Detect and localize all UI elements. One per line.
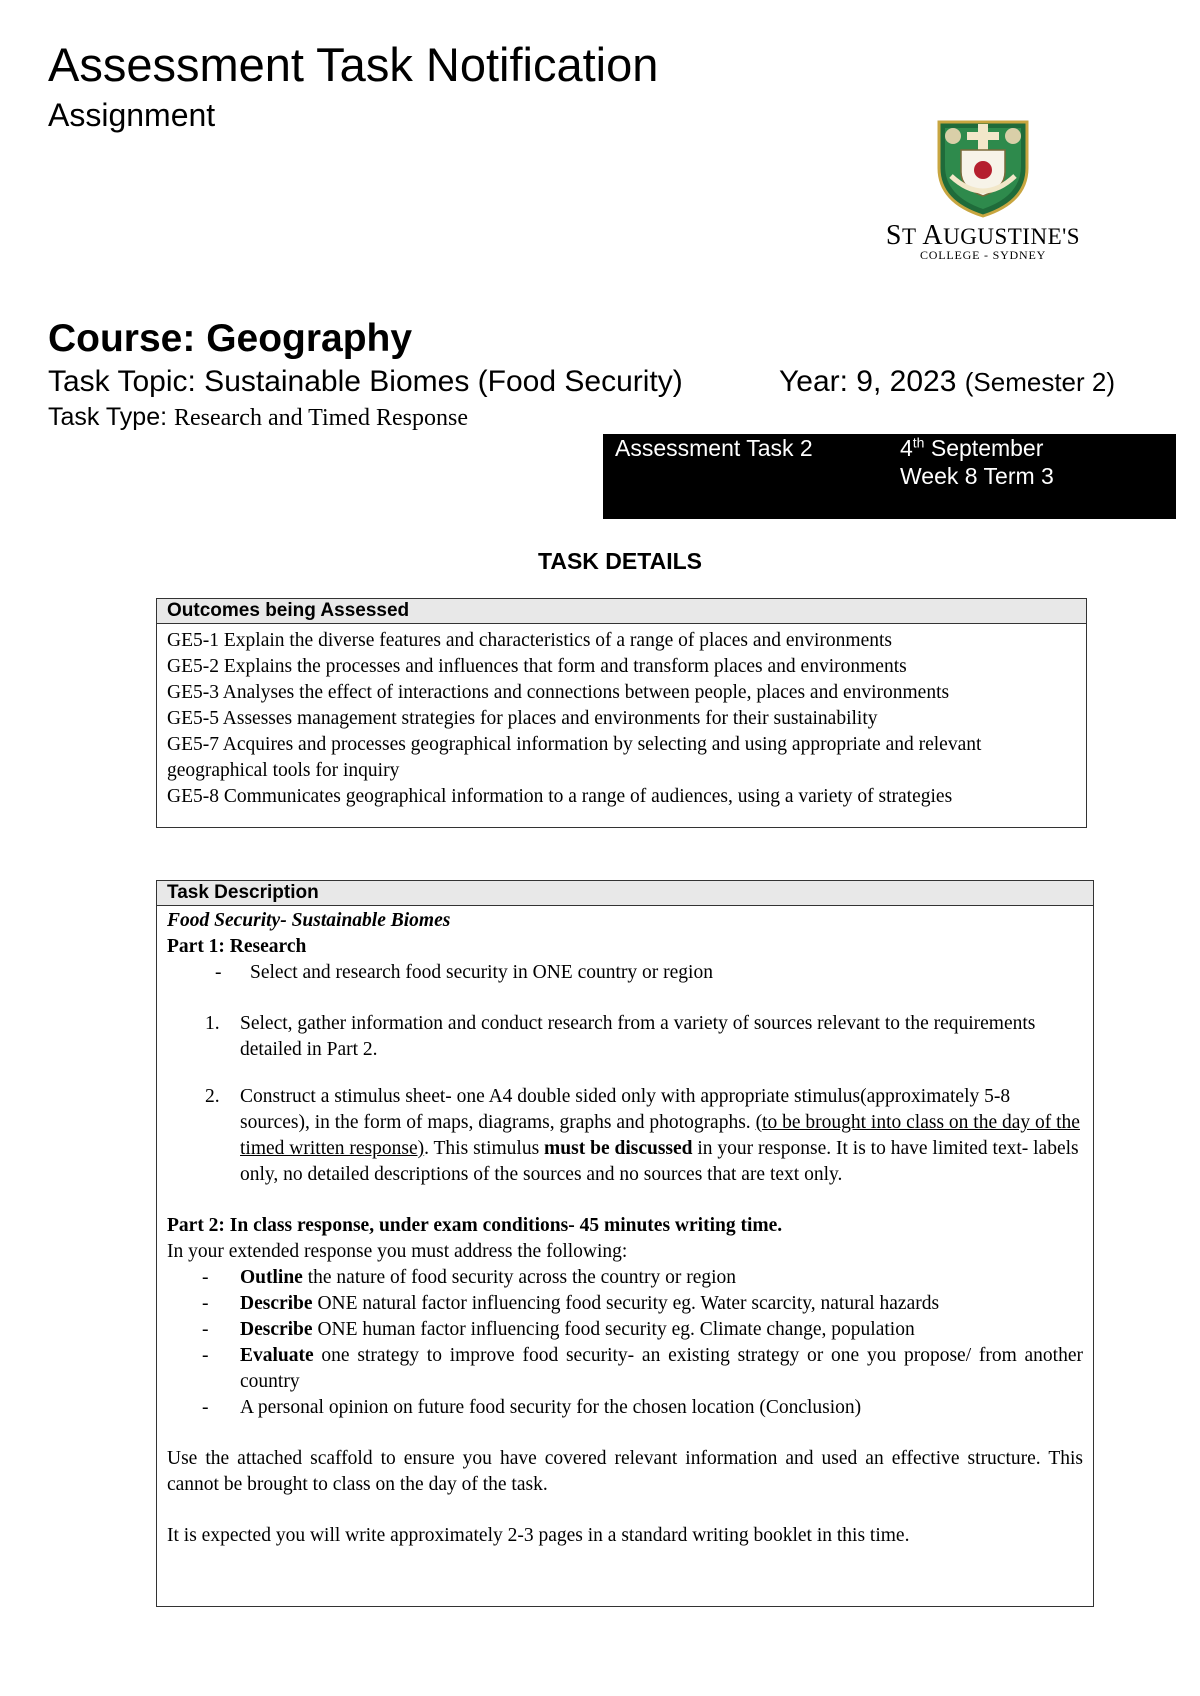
list-item: - Describe ONE natural factor influencing food security eg. Water scarcity, natural hazards bbox=[167, 1291, 1083, 1317]
outcome-item: GE5-1 Explain the diverse features and characteristics of a range of places and environments bbox=[167, 630, 892, 651]
course-title: Course: Geography bbox=[48, 317, 413, 360]
part2-requirements bbox=[167, 1265, 1083, 1421]
scaffold-note: Use the attached scaffold to ensure you have covered relevant information and used an effective structure. This cannot be brought to class on the day of the task. bbox=[167, 1448, 1083, 1495]
part1-heading: Part 1: Research bbox=[167, 936, 307, 957]
list-item: - Select and research food security in ONE country or region bbox=[167, 960, 1083, 986]
college-location: COLLEGE - SYDNEY bbox=[919, 248, 1047, 262]
assessment-task-number: Assessment Task 2 bbox=[615, 435, 813, 461]
semester: (Semester 2) bbox=[964, 367, 1115, 397]
task-type-value: Research and Timed Response bbox=[174, 405, 468, 431]
list-item: 1. Select, gather information and conduct research from a variety of sources relevant to the requirements detailed in Part 2. bbox=[205, 1013, 1036, 1060]
task-subtitle: Food Security- Sustainable Biomes bbox=[167, 910, 451, 931]
outcome-item: GE5-3 Analyses the effect of interactions and connections between people, places and environments bbox=[167, 682, 950, 703]
due-week: Week 8 Term 3 bbox=[900, 463, 1054, 489]
outcome-item: GE5-7 Acquires and processes geographical information by selecting and using appropriate and relevant geographical tools for inquiry bbox=[167, 734, 982, 781]
document-title: Assessment Task Notification bbox=[48, 38, 659, 91]
due-date: 4th September bbox=[900, 434, 1044, 461]
year: Year: 9, 2023 bbox=[779, 365, 957, 398]
document-subtitle: Assignment bbox=[48, 97, 216, 133]
part2-heading: Part 2: In class response, under exam conditions- 45 minutes writing time. bbox=[167, 1215, 783, 1236]
list-item: - Evaluate one strategy to improve food security- an existing strategy or one you propose/ from another country bbox=[167, 1343, 1083, 1395]
outcome-item: GE5-5 Assesses management strategies for places and environments for their sustainability bbox=[167, 708, 878, 729]
task-topic: Task Topic: Sustainable Biomes (Food Security) bbox=[48, 365, 683, 398]
task-description-body bbox=[157, 906, 1093, 1549]
list-item: - A personal opinion on future food security for the chosen location (Conclusion) bbox=[167, 1395, 1083, 1421]
part2-intro: In your extended response you must address the following: bbox=[167, 1241, 628, 1262]
task-description-table bbox=[156, 880, 1094, 1607]
due-date-box bbox=[603, 434, 1176, 519]
college-name: ST AUGUSTINE'S bbox=[885, 220, 1081, 251]
task-description-heading: Task Description bbox=[157, 881, 1093, 906]
list-item: - Describe ONE human factor influencing food security eg. Climate change, population bbox=[167, 1317, 1083, 1343]
year-semester bbox=[779, 364, 1115, 400]
outcome-item: GE5-2 Explains the processes and influences that form and transform places and environments bbox=[167, 656, 907, 677]
task-type-label: Task Type: bbox=[48, 403, 174, 431]
part1-bullets bbox=[167, 960, 1083, 986]
college-crest-icon bbox=[931, 116, 1035, 220]
part1-steps bbox=[167, 1011, 1083, 1188]
outcomes-heading: Outcomes being Assessed bbox=[157, 599, 1086, 624]
outcomes-list bbox=[157, 624, 1086, 810]
task-details-heading: TASK DETAILS bbox=[538, 548, 702, 574]
outcomes-table bbox=[156, 598, 1087, 828]
list-item: - Outline the nature of food security across the country or region bbox=[167, 1265, 1083, 1291]
list-item: 2. Construct a stimulus sheet- one A4 double sided only with appropriate stimulus(approximately 5-8 sources), in the form of maps, diagrams, graphs and photographs. (to be brought into class on the day of the timed written response). This stimulus must be discussed in your response. It is to have limited text- labels only, no detailed descriptions of the sources and no sources that are text only. bbox=[205, 1086, 1080, 1185]
task-type bbox=[48, 402, 468, 433]
college-logo bbox=[878, 116, 1088, 266]
pages-note: It is expected you will write approximately 2-3 pages in a standard writing booklet in this time. bbox=[167, 1525, 910, 1546]
outcome-item: GE5-8 Communicates geographical information to a range of audiences, using a variety of strategies bbox=[167, 786, 953, 807]
